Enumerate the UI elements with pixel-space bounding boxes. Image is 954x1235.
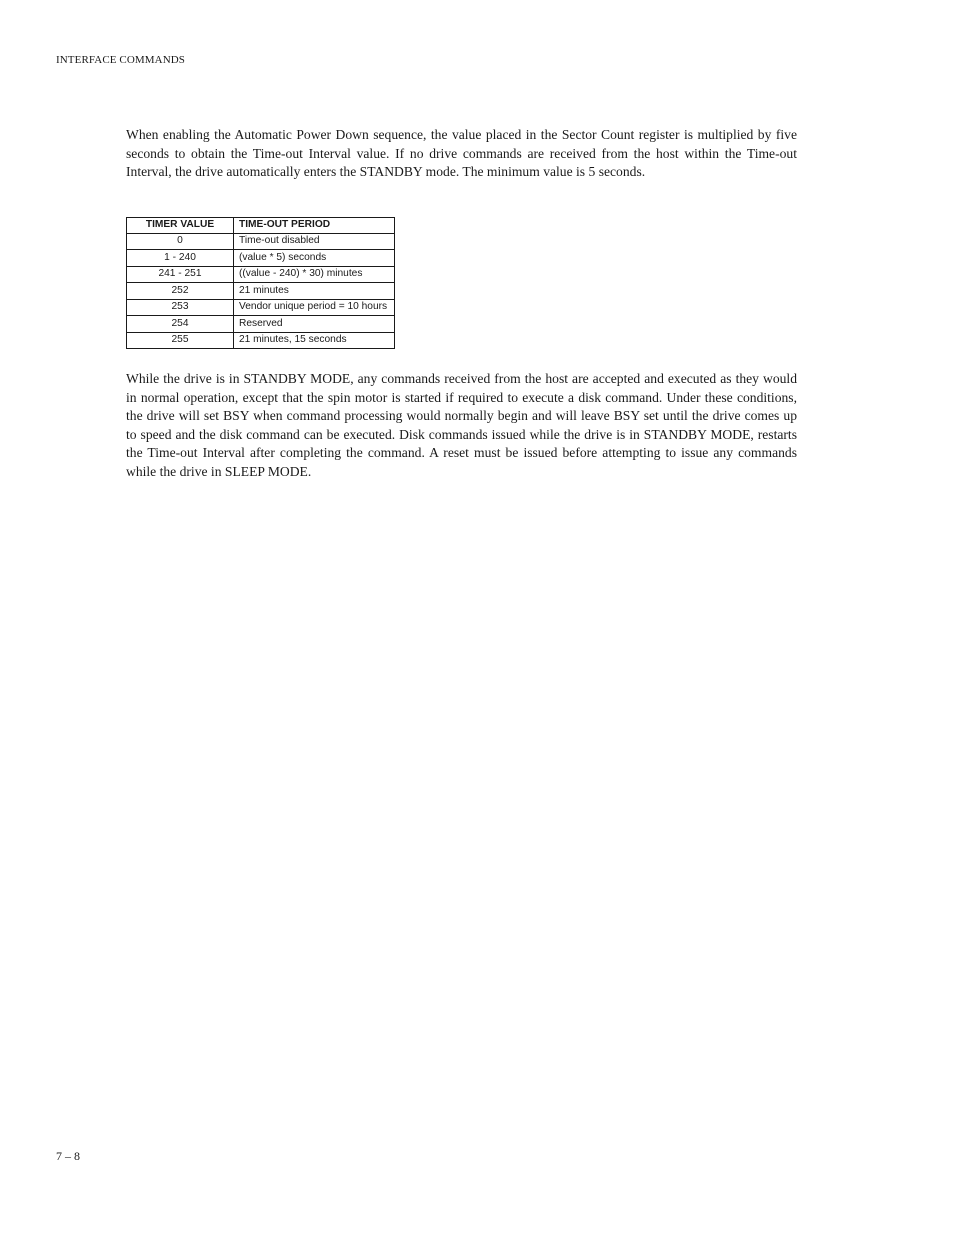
time-out-period-cell: ((value - 240) * 30) minutes — [234, 266, 395, 283]
timer-value-cell: 253 — [127, 299, 234, 316]
timer-value-cell: 241 - 251 — [127, 266, 234, 283]
page-number: 7 – 8 — [56, 1149, 80, 1163]
time-out-period-cell: (value * 5) seconds — [234, 250, 395, 267]
timer-value-cell: 1 - 240 — [127, 250, 234, 267]
table-row — [127, 332, 395, 349]
table-row — [127, 266, 395, 283]
table-row — [127, 250, 395, 267]
timer-value-table — [126, 217, 395, 349]
time-out-period-cell: 21 minutes — [234, 283, 395, 300]
timer-value-cell: 254 — [127, 316, 234, 333]
table-row — [127, 233, 395, 250]
column-header-time-out-period: TIME-OUT PERIOD — [234, 218, 395, 234]
timer-value-cell: 252 — [127, 283, 234, 300]
time-out-period-cell: Time-out disabled — [234, 233, 395, 250]
column-header-timer-value: TIMER VALUE — [127, 218, 234, 234]
time-out-period-cell: Reserved — [234, 316, 395, 333]
table-row — [127, 316, 395, 333]
timer-value-cell: 0 — [127, 233, 234, 250]
running-header: INTERFACE COMMANDS — [56, 54, 186, 66]
paragraph-standby-mode: While the drive is in STANDBY MODE, any commands received from the host are accepted and executed as they would in normal operation, except that the spin motor is started if required to execute a disk command. Under these conditions, the drive will set BSY when command processing would normally begin and will leave BSY set until the drive comes up to speed and the disk command can be executed. Disk commands issued while the drive is in STANDBY MODE, restarts the Time-out Interval after completing the command. A reset must be issued before attempting to issue any commands while the drive in SLEEP MODE. — [126, 371, 797, 479]
paragraph-power-down: When enabling the Automatic Power Down sequence, the value placed in the Sector Count register is multiplied by five seconds to obtain the Time-out Interval value. If no drive commands are received from the host within the Time-out Interval, the drive automatically enters the STANDBY mode. The minimum value is 5 seconds. — [126, 127, 797, 180]
timer-value-cell: 255 — [127, 332, 234, 349]
time-out-period-cell: 21 minutes, 15 seconds — [234, 332, 395, 349]
table-row — [127, 299, 395, 316]
table-header-row — [127, 218, 395, 234]
time-out-period-cell: Vendor unique period = 10 hours — [234, 299, 395, 316]
table-row — [127, 283, 395, 300]
